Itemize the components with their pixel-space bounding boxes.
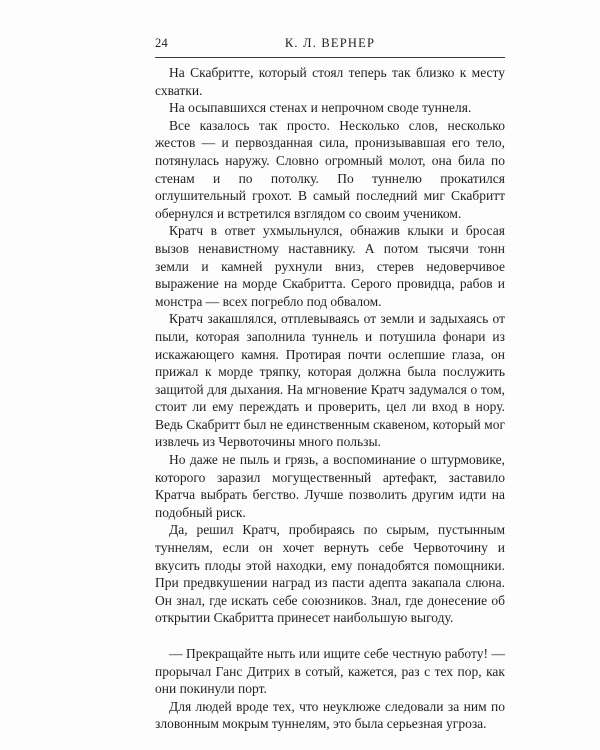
- section-break: [155, 627, 505, 645]
- paragraph: Для людей вроде тех, что неуклюже следовали за ним по зловонным мокрым туннелям, это была серьезная угроза.: [155, 698, 505, 732]
- page-header: [155, 36, 505, 54]
- dialogue-paragraph: — Прекращайте ныть или ищите себе честную работу! — прорычал Ганс Дитрих в сотый, кажется, раз с тех пор, как они покинули порт.: [155, 646, 505, 697]
- header-rule: [155, 57, 505, 58]
- paragraph: Все казалось так просто. Несколько слов, несколько жестов — и первозданная сила, пронизывавшая его тело, потянулась наружу. Словно огромный молот, она била по стенам и по потолку. По туннелю прокатился оглушительный грохот. В самый последний миг Скабритт обернулся и встретился взглядом со своим учеником.: [155, 117, 505, 221]
- paragraph: Кратч закашлялся, отплевываясь от земли и задыхаясь от пыли, которая заполнила туннель и потушила фонари из искажающего камня. Протирая почти ослепшие глаза, он прижал к морде тряпку, которая должна была послужить защитой для дыхания. На мгновение Кратч задумался о том, стоит ли ему переждать и проверить, цел ли вход в нору. Ведь Скабритт был не единственным скавеном, который мог извлечь из Червоточины много пользы.: [155, 311, 505, 450]
- paragraph: На осыпавшихся стенах и непрочном своде туннеля.: [169, 100, 472, 116]
- body-text: [155, 64, 505, 733]
- page-number: 24: [155, 36, 169, 50]
- paragraph: Кратч в ответ ухмыльнулся, обнажив клыки и бросая вызов ненавистному наставнику. А потом тысячи тонн земли и камней рухнули вниз, стерев недоверчивое выражение на морде Скабритта. Серого провидца, рабов и монстра — всех погребло под обвалом.: [155, 223, 505, 309]
- paragraph: Но даже не пыль и грязь, а воспоминание о штурмовике, которого заразил могущественный артефакт, заставило Кратча выбрать бегство. Лучше позволить другим идти на подобный риск.: [155, 452, 505, 520]
- paragraph: Да, решил Кратч, пробираясь по сырым, пустынным туннелям, если он хочет вернуть себе Червоточину и вкусить плоды этой находки, ему понадобятся помощники. При предвкушении наград из пасти адепта закапала слюна. Он знал, где искать себе союзников. Знал, где донесение об открытии Скабритта принесет наибольшую выгоду.: [155, 522, 505, 626]
- paragraph: На Скабритте, который стоял теперь так близко к месту схватки.: [155, 65, 505, 98]
- running-title: К. Л. ВЕРНЕР: [284, 36, 376, 50]
